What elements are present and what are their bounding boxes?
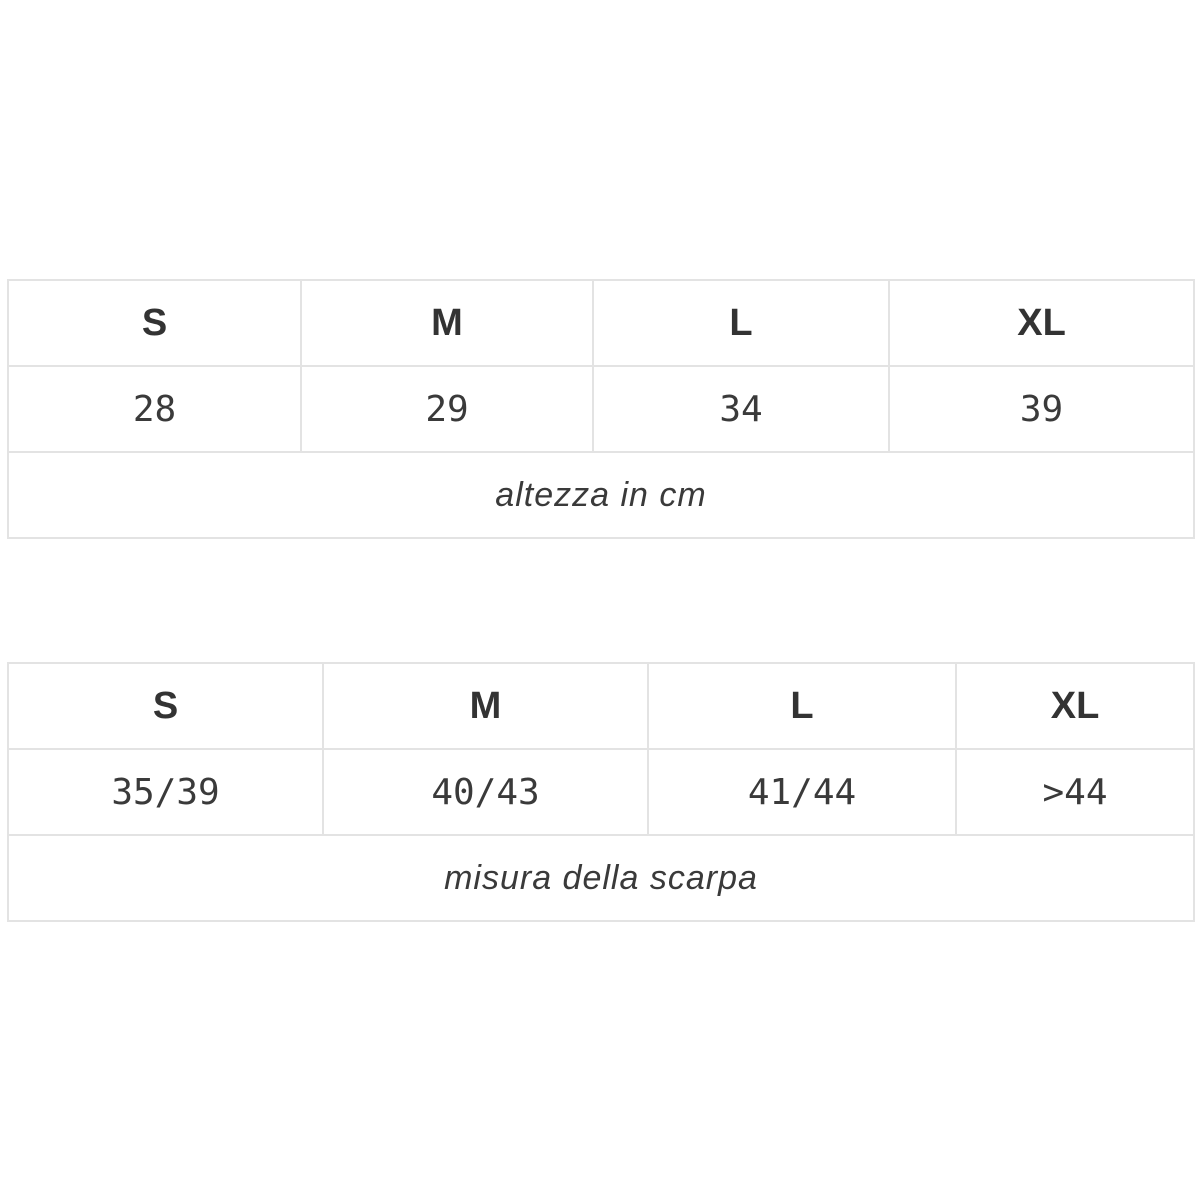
shoe-value-l: 41/44: [648, 749, 956, 835]
shoe-table-header-row: [8, 663, 1194, 749]
height-value-xl: 39: [889, 366, 1194, 452]
height-table-header-l: L: [593, 280, 889, 366]
shoe-table-caption-row: [8, 835, 1194, 921]
shoe-table-header-l: L: [648, 663, 956, 749]
shoe-table-header-xl: XL: [956, 663, 1194, 749]
height-table-header-m: M: [301, 280, 593, 366]
shoe-table-header-m: M: [323, 663, 648, 749]
height-value-m: 29: [301, 366, 593, 452]
shoe-size-table: [7, 662, 1195, 922]
height-table-caption: altezza in cm: [8, 452, 1194, 538]
height-table-header-xl: XL: [889, 280, 1194, 366]
height-table-header-s: S: [8, 280, 301, 366]
shoe-table-caption: misura della scarpa: [8, 835, 1194, 921]
shoe-table-header-s: S: [8, 663, 323, 749]
height-value-s: 28: [8, 366, 301, 452]
height-table-caption-row: [8, 452, 1194, 538]
shoe-value-xl: >44: [956, 749, 1194, 835]
height-value-l: 34: [593, 366, 889, 452]
shoe-table-value-row: [8, 749, 1194, 835]
height-size-table: [7, 279, 1195, 539]
height-table-value-row: [8, 366, 1194, 452]
height-table-header-row: [8, 280, 1194, 366]
shoe-value-m: 40/43: [323, 749, 648, 835]
shoe-value-s: 35/39: [8, 749, 323, 835]
